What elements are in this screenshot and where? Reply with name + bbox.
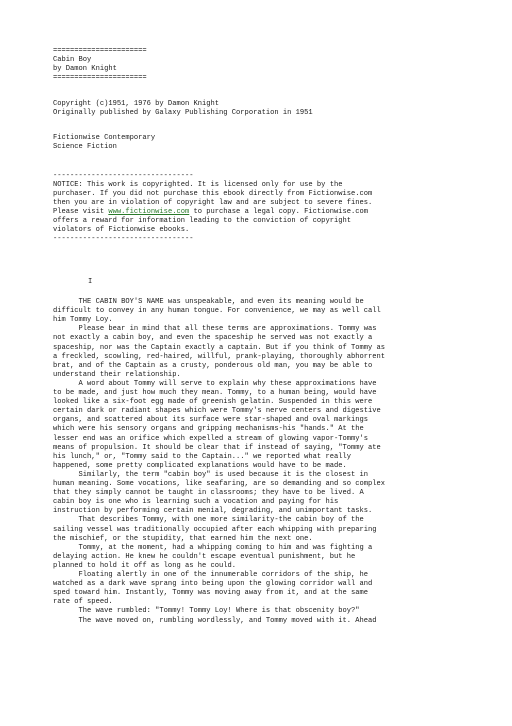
body-line: human meaning. Some vocations, like seafaring, are so demanding and so complex bbox=[53, 480, 386, 488]
body-line: means of propulsion. It should be clear that if instead of saying, "Tommy ate bbox=[53, 443, 381, 452]
body-line: planned to hold it off as long as he could. bbox=[53, 561, 237, 570]
body-line: THE CABIN BOY'S NAME was unspeakable, and even its meaning would be bbox=[53, 298, 364, 306]
body-line: Please bear in mind that all these terms are approximations. Tommy was bbox=[53, 325, 377, 334]
body-line: That describes Tommy, with one more similarity-the cabin boy of the bbox=[53, 516, 364, 525]
notice-link-prefix: Please visit bbox=[53, 208, 109, 216]
body-line: which were his sensory organs and gripping mechanisms-his "hands." At the bbox=[53, 425, 364, 434]
body-line: Tommy, at the moment, had a whipping coming to him and was fighting a bbox=[53, 543, 373, 552]
body-line: The wave rumbled: "Tommy! Tommy Loy! Where is that obscenity boy?" bbox=[53, 607, 360, 616]
body-line: certain dark or radiant shapes which were Tommy's nerve centers and digestive bbox=[53, 407, 381, 416]
body-line: delaying action. He knew he couldn't escape eventual punishment, but he bbox=[53, 552, 356, 561]
body-line: watched as a dark wave sprang into being upon the glowing corridor wall and bbox=[53, 580, 373, 589]
body-line: sailing vessel was traditionally occupied after each whipping with preparing bbox=[53, 525, 377, 534]
body-line: A word about Tommy will serve to explain why these approximations have bbox=[53, 379, 377, 388]
notice-link-line bbox=[53, 208, 368, 217]
body-line: cabin boy is one who is learning such a vocation and paying for his bbox=[53, 498, 339, 507]
header-rule-bottom: ====================== bbox=[53, 74, 147, 82]
category-line: Fictionwise Contemporary bbox=[53, 134, 156, 142]
publication-line: Originally published by Galaxy Publishing Corporation in 1951 bbox=[53, 109, 313, 117]
notice-line: offers a reward for information leading to the conviction of copyright bbox=[53, 217, 351, 225]
chapter-number: I bbox=[88, 278, 93, 286]
body-line: that they simply cannot be taught in classrooms; they have to be lived. A bbox=[53, 489, 364, 498]
body-line: rate of speed. bbox=[53, 598, 113, 607]
body-line: him Tommy Loy. bbox=[53, 316, 113, 325]
body-line: difficult to convey in any human tongue. For convenience, we may as well call bbox=[53, 307, 381, 316]
notice-rule-bottom: --------------------------------- bbox=[53, 235, 194, 243]
body-line: instruction by performing certain menial, degrading, and unimportant tasks. bbox=[53, 507, 373, 516]
body-line: a freckled, scowling, red-haired, willful, prank-playing, thoroughly abhorrent bbox=[53, 352, 386, 361]
copyright-line: Copyright (c)1951, 1976 by Damon Knight bbox=[53, 100, 220, 108]
notice-line: NOTICE: This work is copyrighted. It is licensed only for use by the bbox=[53, 181, 343, 189]
body-line: not exactly a cabin boy, and even the spaceship he served was not exactly a bbox=[53, 334, 373, 343]
body-line: understand their relationship. bbox=[53, 370, 181, 379]
notice-line: then you are in violation of copyright law and are subject to severe fines. bbox=[53, 199, 373, 207]
notice-link-suffix: to purchase a legal copy. Fictionwise.com bbox=[189, 208, 369, 216]
author-byline: by Damon Knight bbox=[53, 65, 117, 73]
body-line: The wave moved on, rumbling wordlessly, and Tommy moved with it. Ahead bbox=[53, 616, 377, 625]
header-rule-top: ====================== bbox=[53, 47, 147, 55]
notice-line: purchaser. If you did not purchase this ebook directly from Fictionwise.com bbox=[53, 190, 373, 198]
body-line: Floating alertly in one of the innumerable corridors of the ship, he bbox=[53, 571, 369, 579]
body-line: Similarly, the term "cabin boy" is used because it is the closest in bbox=[53, 470, 369, 479]
body-line: his lunch," or, "Tommy said to the Captain..." we reported what really bbox=[53, 452, 351, 461]
body-line: happened, some pretty complicated explanations would have to be made. bbox=[53, 461, 347, 470]
notice-line: violators of Fictionwise ebooks. bbox=[53, 226, 190, 234]
body-line: organs, and scattered about its surface were star-shaped and oval markings bbox=[53, 416, 369, 425]
body-line: looked like a six-foot egg made of greenish gelatin. Suspended in this were bbox=[53, 398, 373, 407]
body-line: the mischief, or the stupidity, that earned him the next one. bbox=[53, 534, 313, 543]
body-line: spaceship, nor was the Captain exactly a captain. But if you think of Tommy as bbox=[53, 343, 386, 352]
story-title: Cabin Boy bbox=[53, 56, 92, 64]
genre-line: Science Fiction bbox=[53, 143, 117, 151]
fictionwise-link[interactable]: www.fictionwise.com bbox=[108, 208, 190, 216]
body-line: sped toward him. Instantly, Tommy was moving away from it, and at the same bbox=[53, 589, 369, 598]
notice-rule-top: --------------------------------- bbox=[53, 172, 194, 180]
body-line: brat, and of the Captain as a crusty, ponderous old man, you may be able to bbox=[53, 361, 373, 370]
body-line: lesser end was an orifice which expelled a stream of glowing vapor-Tommy's bbox=[53, 434, 369, 443]
body-line: to be made, and just how much they mean. Tommy, to a human being, would have bbox=[53, 389, 377, 397]
